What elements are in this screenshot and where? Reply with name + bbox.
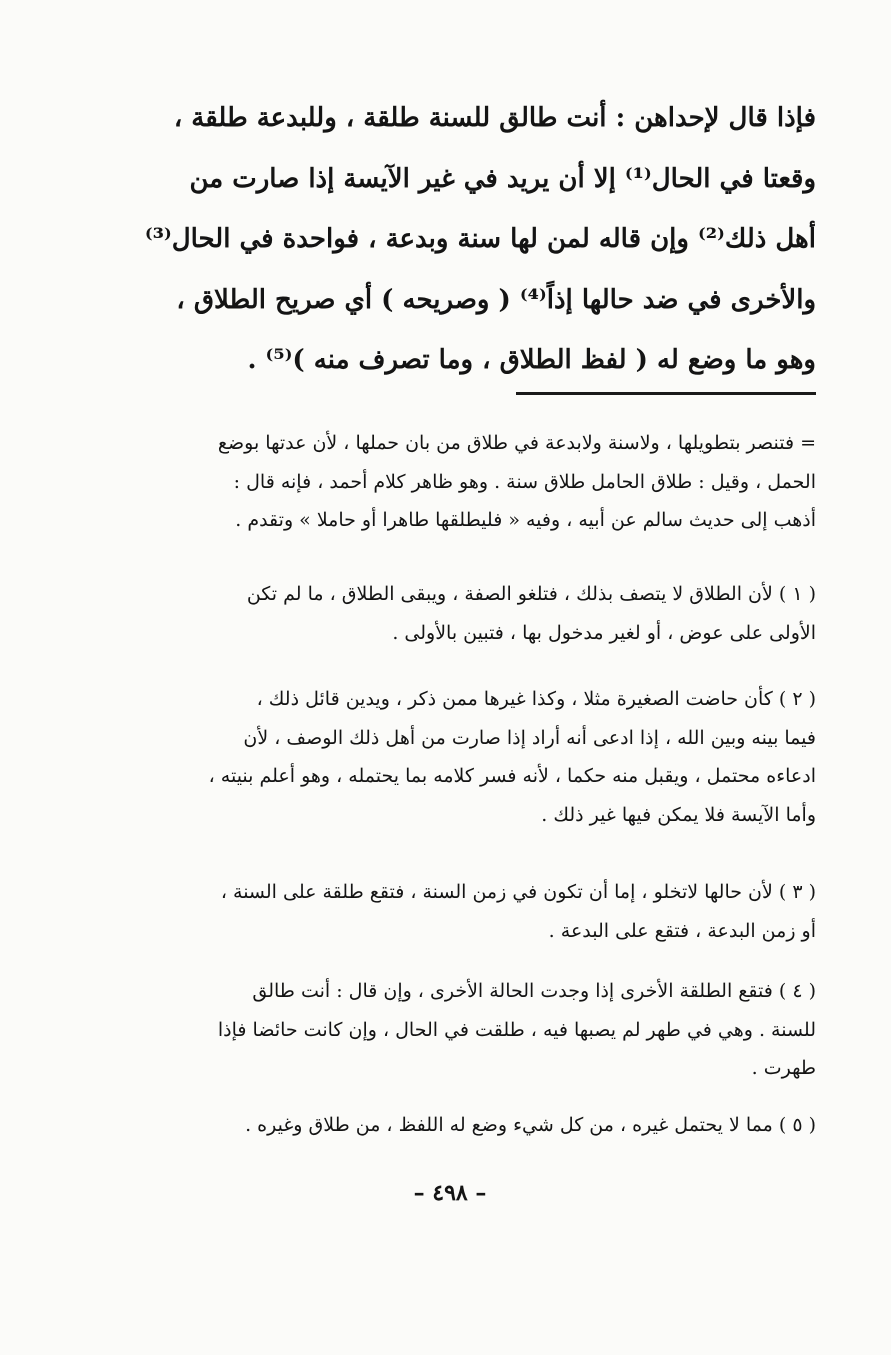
footnote-line: ( ٤ ) فتقع الطلقة الأخرى إذا وجدت الحالة الأخرى ، وإن قال : أنت طالق (252, 980, 816, 1002)
footnote-1 (78, 575, 816, 652)
footnote-line: ( ٣ ) لأن حالها لاتخلو ، إما أن تكون في زمن السنة ، فتقع طلقة على السنة ، (220, 881, 816, 903)
footnote-separator (516, 392, 816, 395)
footnote-line: ( ١ ) لأن الطلاق لا يتصف بذلك ، فتلغو الصفة ، ويبقى الطلاق ، ما لم تكن (246, 583, 816, 605)
footnote-line: وأما الآيسة فلا يمكن فيها غير ذلك . (541, 803, 816, 826)
footnote-line: فيما بينه وبين الله ، إذا ادعى أنه أراد إذا صارت من أهل ذلك الوصف ، لأن (243, 726, 816, 749)
main-line: والأخرى في ضد حالها إذاً⁽⁴⁾ ( وصريحه ) أي صريح الطلاق ، (176, 284, 816, 315)
footnote-5 (78, 1106, 816, 1145)
footnote-line: طهرت . (751, 1057, 816, 1079)
footnote-line: ادعاءه محتمل ، ويقبل منه حكما ، لأنه فسر كلامه بما يحتمله ، وهو أعلم بنيته ، (208, 765, 816, 787)
main-text (92, 88, 816, 391)
footnote-line: ( ٥ ) مما لا يحتمل غيره ، من كل شيء وضع له اللفظ ، من طلاق وغيره . (245, 1114, 816, 1136)
main-line: أهل ذلك⁽²⁾ وإن قاله لمن لها سنة وبدعة ، فواحدة في الحال⁽³⁾ (144, 224, 816, 254)
main-line: وقعتا في الحال⁽¹⁾ إلا أن يريد في غير الآيسة إذا صارت من (189, 163, 816, 194)
footnote-4 (78, 972, 816, 1088)
footnote-line: أذهب إلى حديث سالم عن أبيه ، وفيه « فليطلقها طاهرا أو حاملا » وتقدم . (235, 509, 816, 531)
footnote-line: = فتنصر بتطويلها ، ولاسنة ولابدعة في طلاق من بان حملها ، لأن عدتها بوضع (217, 432, 816, 454)
footnote-line: أو زمن البدعة ، فتقع على البدعة . (548, 919, 816, 942)
footnote-line: الحمل ، وقيل : طلاق الحامل طلاق سنة . وهو ظاهر كلام أحمد ، فإنه قال : (233, 470, 816, 493)
footnote-3 (78, 873, 816, 950)
footnote-line: للسنة . وهي في طهر لم يصبها فيه ، طلقت في الحال ، وإن كانت حائضا فإذا (217, 1018, 816, 1041)
footnote-continued (78, 424, 816, 540)
main-line: فإذا قال لإحداهن : أنت طالق للسنة طلقة ، وللبدعة طلقة ، (173, 103, 816, 133)
footnote-2 (78, 680, 816, 834)
footnote-line: الأولى على عوض ، أو لغير مدخول بها ، فتبين بالأولى . (392, 621, 816, 644)
page-number: – ٤٩٨ – (413, 1180, 487, 1206)
footnote-line: ( ٢ ) كأن حاضت الصغيرة مثلا ، وكذا غيرها ممن ذكر ، ويدين قائل ذلك ، (256, 688, 816, 710)
main-line: وهو ما وضع له ( لفظ الطلاق ، وما تصرف منه )⁽⁵⁾ . (247, 345, 816, 375)
